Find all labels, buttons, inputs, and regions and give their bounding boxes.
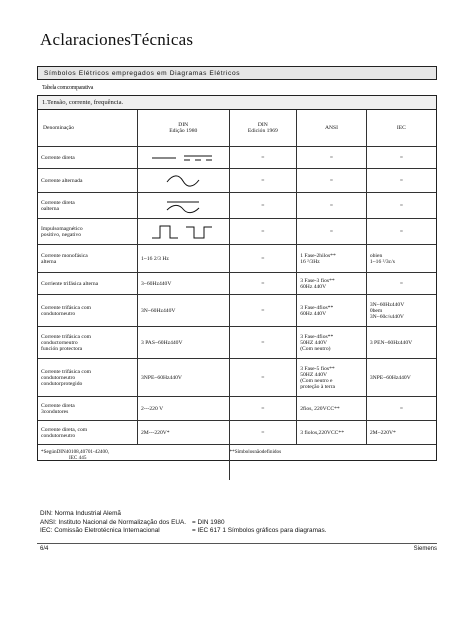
cell-ansi [297,147,367,169]
footnote-row [38,445,436,481]
cell-denomination [38,273,138,295]
note-ansi-right: = DIN 1980 [192,518,225,526]
cell-denomination-line: condutorprotegido [41,380,83,387]
cell-denomination-line: Corrente direta [41,154,75,161]
cell-ansi-line: 1 Fase-2hilos** [300,252,336,259]
cell-iec-line: 2M~220V* [369,429,396,436]
cell-din1969-line: = [261,228,265,235]
cell-din1980 [138,359,230,397]
cell-din1980-line: 3N~60Hz440V [141,307,176,314]
cell-din1980 [138,273,230,295]
cell-denomination-line: condutorneutro [41,310,76,317]
ac-symbol-icon [141,174,226,188]
cell-din1969 [229,295,297,327]
dc-symbol-icon [141,153,226,163]
cell-iec-line: = [399,405,403,412]
cell-iec-line: 3N~60c/s440V [369,313,404,320]
cell-din1969-line: = [261,177,265,184]
cell-ansi-line: = [329,202,334,209]
cell-iec [366,421,436,445]
cell-iec-line: = [399,177,403,184]
cell-iec [366,359,436,397]
cell-ansi-line: 60Hz 440V [300,283,327,290]
col-header-ansi: ANSI [297,110,367,147]
table-row [38,273,436,295]
page-title: AclaracionesTécnicas [40,30,194,49]
cell-ansi [297,295,367,327]
cell-din1980-line: 3NPE~60Hz440V [141,374,182,381]
cell-denomination-line: Corrente direta, com [41,426,88,433]
cell-denomination [38,219,138,245]
col-header-iec: IEC [366,110,436,147]
footnote-left [38,445,229,481]
cell-din1980 [138,193,230,219]
cell-ansi-line: 3 Fase-4fios** [300,304,334,311]
page-number: 6/4 [40,546,49,552]
cell-iec-line: = [399,280,403,287]
cell-iec [366,219,436,245]
table-header-row [38,110,436,147]
cell-ansi-line: 50HZ 440V [300,371,328,378]
cell-denomination [38,245,138,273]
note-row [40,519,326,528]
col-header-din1969-edition: Edición 1969 [247,128,278,134]
cell-denomination-line: función protectora [41,345,83,352]
table-row [38,295,436,327]
symbols-table [38,110,436,480]
cell-denomination-line: Corrente direta [41,199,75,206]
cell-din1969 [229,219,297,245]
cell-iec [366,273,436,295]
cell-denomination [38,397,138,421]
section-banner: Símbolos Elétricos empregados em Diagramas Elétricos [37,66,437,80]
cell-din1980-line: 3 PAS~60Hz440V [141,339,183,346]
cell-denomination-line: Corrente alternada [41,177,83,184]
cell-denomination-line: condutorneutro [41,374,76,381]
cell-ansi [297,245,367,273]
cell-din1969-line: = [261,280,265,287]
cell-din1980-line: 3~60Hz440V [141,280,172,287]
table-row [38,147,436,169]
cell-din1980 [138,327,230,359]
cell-denomination [38,421,138,445]
cell-ansi-line: (Com neutro e [300,377,333,384]
cell-denomination-line: oalterna [41,205,60,212]
cell-iec [366,169,436,193]
table-row [38,327,436,359]
cell-denomination-line: condutorneutro [41,432,76,439]
col-header-din1969-name: DIN [257,122,268,128]
legend-notes [40,510,326,536]
cell-iec-line: 0bem [369,307,383,314]
cell-denomination-line: 3condutores [41,408,69,415]
cell-denomination-line: Corriente trifásica alterna [41,280,99,287]
cell-iec-line: = [399,154,403,161]
cell-iec [366,295,436,327]
brand-label: Siemens [413,546,437,552]
symbols-table-frame [37,95,437,461]
cell-din1969 [229,359,297,397]
cell-din1969-line: = [261,202,265,209]
cell-din1969-line: = [261,405,265,412]
cell-din1980 [138,169,230,193]
cell-denomination-line: Impulsomagnético [41,225,83,232]
cell-din1980 [138,421,230,445]
table-row [38,219,436,245]
cell-iec-line: 1~16 ²/3c/s [369,258,395,265]
cell-ansi [297,327,367,359]
cell-denomination-line: positivo, negativo [41,231,82,238]
cell-ansi [297,359,367,397]
cell-denomination-line: Corrente trifásica com [41,304,92,311]
footnote-right: **Símbolosnãodefinidos [229,445,436,481]
cell-din1969-line: = [261,374,265,381]
cell-din1980 [138,245,230,273]
cell-din1980 [138,219,230,245]
cell-din1980-line: 2M---220V* [141,429,170,436]
cell-denomination-line: Corrente monofásica [41,252,88,259]
cell-din1980 [138,397,230,421]
cell-denomination-line: alterna [41,258,57,265]
note-ansi: ANSI: Instituto Nacional de Normalização dos EUA. [40,518,186,526]
cell-ansi-line: 3 Fase-4fios** [300,333,334,340]
cell-denomination [38,193,138,219]
cell-ansi-line: proteção à terra [300,383,335,390]
cell-iec [366,245,436,273]
col-header-din1969 [229,110,297,147]
footer-divider [37,543,437,544]
cell-denomination-line: Corrente trifásica com [41,368,92,375]
col-header-denomination: Denominação [38,110,138,147]
cell-iec [366,147,436,169]
cell-din1980 [138,295,230,327]
table-row [38,359,436,397]
table-subtitle: Tabela comcomparativa [42,85,94,91]
cell-ansi-line: 3 Fase-5 fios** [300,365,335,372]
cell-din1969 [229,193,297,219]
cell-ansi-line: = [329,228,334,235]
cell-ansi [297,273,367,295]
note-row [40,527,326,536]
cell-denomination-line: conductorneutro [41,339,78,346]
cell-ansi [297,421,367,445]
cell-denomination [38,169,138,193]
table-row [38,245,436,273]
cell-din1969 [229,147,297,169]
col-header-din1980-edition: Edição 1980 [169,128,198,134]
cell-iec-line: 3NPE~60Hz440V [369,374,411,381]
cell-iec-line: 3 PEN~60Hz440V [369,339,413,346]
cell-ansi-line: 50HZ 440V [300,339,328,346]
acdc-symbol-icon [141,198,226,214]
cell-din1969 [229,421,297,445]
cell-ansi-line: (Com neutro) [300,345,331,352]
cell-din1969 [229,327,297,359]
cell-din1969 [229,169,297,193]
table-row [38,397,436,421]
cell-iec [366,193,436,219]
cell-iec-line: = [399,228,403,235]
cell-ansi [297,219,367,245]
cell-din1969-line: = [261,255,265,262]
note-row [40,510,326,519]
cell-ansi-line: 3 Fase-3 fios** [300,277,335,284]
cell-din1969-line: = [261,339,265,346]
table-row [38,421,436,445]
cell-ansi-line: 2fios, 220VCC** [300,405,340,412]
cell-iec [366,327,436,359]
note-iec: IEC: Comissão Eletrotécnica Internacional [40,527,160,534]
cell-ansi-line: 3 fiolos,220VCC** [300,429,345,436]
cell-iec-line: obien [369,252,383,259]
cell-ansi-line: 16 ²/3Hz [300,258,320,265]
cell-din1969 [229,397,297,421]
note-din: DIN: Norma Industrial Alemã [40,510,121,517]
cell-denomination-line: Corrente trifásica com [41,333,92,340]
cell-din1969-line: = [261,429,265,436]
cell-iec-line: = [399,202,403,209]
table-row [38,169,436,193]
note-iec-right: = IEC 617 1 Símbolos gráficos para diagramas. [192,527,327,534]
cell-denomination-line: Corrente direta [41,402,75,409]
cell-iec-line: 3N~60Hz440V [369,301,405,308]
cell-ansi [297,169,367,193]
cell-din1969 [229,245,297,273]
cell-ansi-line: = [329,154,334,161]
footnote-left-line1: *SegúnDIN40108,40701-42400, [41,449,110,455]
cell-ansi-line: 60Hz 440V [300,310,327,317]
footnote-left-line2: IEC 445 [69,455,87,461]
cell-din1969-line: = [261,307,265,314]
cell-denomination [38,359,138,397]
col-header-din1980-name: DIN [178,122,189,128]
table-row [38,193,436,219]
cell-ansi [297,397,367,421]
section-heading: 1.Tensão, corrente, frequência. [38,96,436,110]
cell-din1980 [138,147,230,169]
cell-denomination [38,147,138,169]
cell-ansi-line: = [329,177,334,184]
cell-din1980-line: 1~16 2/3 Hz [141,255,169,262]
cell-iec [366,397,436,421]
cell-din1969 [229,273,297,295]
cell-denomination [38,295,138,327]
cell-din1980-line: 2---220 V [141,405,164,412]
col-header-din1980 [138,110,230,147]
pulse-symbol-icon [141,223,226,241]
cell-denomination [38,327,138,359]
cell-din1969-line: = [261,154,265,161]
cell-ansi [297,193,367,219]
